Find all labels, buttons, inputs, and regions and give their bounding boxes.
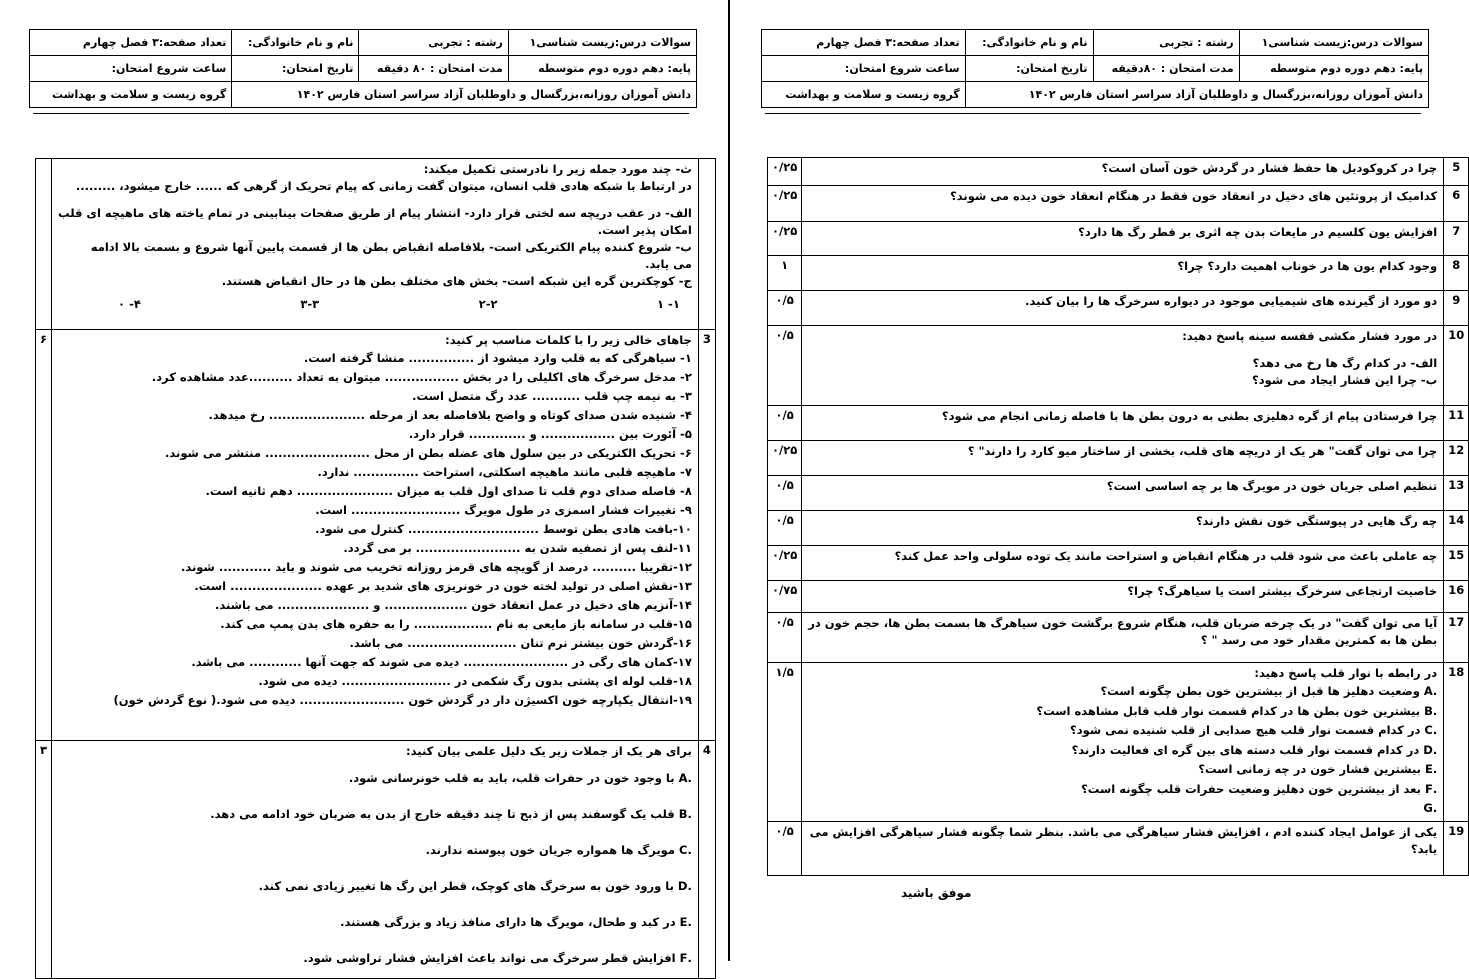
question-text: چرا در کروکودیل ها حفظ فشار در گردش خون آسان است؟	[802, 158, 1444, 186]
question-text: تنظیم اصلی جریان خون در مویرگ ها بر چه اساسی است؟	[802, 476, 1444, 511]
question-row	[36, 741, 716, 979]
question-score: ۰/۲۵	[768, 441, 802, 476]
question-number: 18	[1444, 663, 1469, 822]
header-rule	[33, 113, 689, 114]
question-number: 11	[1444, 406, 1469, 441]
question-row	[768, 821, 1469, 875]
question-row	[768, 511, 1469, 546]
grade-label: پایه: دهم دوره دوم متوسطه	[508, 56, 696, 82]
question-score: ۰/۵	[768, 291, 802, 326]
question-row	[768, 291, 1469, 326]
q2-line: ث- چند مورد جمله زیر را نادرستی تکمیل میکند:	[423, 162, 692, 176]
q4-title: برای هر یک از جملات زیر یک دلیل علمی بیان کنید:	[406, 744, 692, 758]
q4-item: .E در کبد و طحال، مویرگ ها دارای منافذ زیاد و بزرگی هستند.	[340, 915, 692, 929]
name-label: نام و نام خانوادگی:	[232, 30, 359, 56]
q17-line: بطن ها به کمترین مقدار خود می رسد " ؟	[1200, 633, 1438, 647]
question-score: ۰/۵	[768, 613, 802, 663]
question-row	[768, 326, 1469, 406]
question-text: چرا می توان گفت" هر یک از دریچه های قلب، بخشی از ساختار میو کارد را دارند" ؟	[802, 441, 1444, 476]
good-luck-text: موفق باشید	[901, 886, 972, 900]
q2-line: الف- در عقب دریچه سه لختی قرار دارد- انتشار پیام از طریق صفحات بینابینی در تمام یاخته های ماهیچه ای قلب	[58, 206, 692, 220]
start-time-label: ساعت شروع امتحان:	[30, 56, 232, 82]
q2-line: ج- کوچکترین گره این شبکه است- بخش های مختلف بطن ها در حال انقباض هستند.	[221, 274, 692, 288]
q17-line: آیا می توان گفت" در یک چرخه ضربان قلب، هنگام شروع برگشت خون سیاهرگ ها بسمت بطن ها، حجم خون در	[808, 616, 1438, 630]
question-text: خاصیت ارتجاعی سرخرگ بیشتر است یا سیاهرگ؟ چرا؟	[802, 581, 1444, 613]
q2-line: ب- شروع کننده پیام الکتریکی است- بلافاصله انقباض بطن ها از قسمت پایین آنها شروع و بسمت بالا ادامه	[90, 240, 692, 254]
question-row	[768, 581, 1469, 613]
page-divider	[728, 0, 730, 961]
question-text: وجود کدام یون ها در خوناب اهمیت دارد؟ چرا؟	[802, 256, 1444, 291]
question-text: چه رگ هایی در پیوستگی خون نقش دارند؟	[802, 511, 1444, 546]
students-label: دانش آموزان روزانه،بزرگسال و داوطلبان آزاد سراسر استان فارس ۱۴۰۲	[965, 82, 1428, 108]
question-score: ۰/۵	[768, 406, 802, 441]
q3-line: ۹- تغییرات فشار اسمزی در طول مویرگ ......................... است.	[315, 503, 692, 517]
question-number: 10	[1444, 326, 1469, 406]
q2-option: ۲-۲	[478, 297, 498, 311]
question-row	[36, 159, 716, 330]
question-text: چه عاملی باعث می شود قلب در هنگام انقباض و استراحت مانند یک توده سلولی واحد عمل کند؟	[802, 546, 1444, 581]
students-label: دانش آموزان روزانه،بزرگسال و داوطلبان آزاد سراسر استان فارس ۱۴۰۲	[232, 82, 697, 108]
q18-item: .G	[1423, 801, 1438, 815]
question-row	[36, 330, 716, 741]
q3-line: ۱۲-تقریبا .......... درصد از گویچه های قرمز روزانه تخریب می شوند و باید ............ شوند.	[180, 560, 692, 574]
question-row	[768, 406, 1469, 441]
q2-option: ۱- ۱	[657, 297, 680, 311]
question-number: 19	[1444, 821, 1469, 875]
question-row	[768, 441, 1469, 476]
question-score: ۰/۷۵	[768, 581, 802, 613]
q18-item: .B بیشترین خون بطن ها در کدام قسمت نوار قلب قابل مشاهده است؟	[1036, 703, 1438, 718]
exam-header	[29, 29, 697, 108]
q3-title: جاهای خالی زیر را با کلمات مناسب پر کنید:	[445, 333, 692, 347]
question-number: 14	[1444, 511, 1469, 546]
q3-line: ۱۳-نقش اصلی در تولید لخته خون در خونریزی های شدید بر عهده ..................... است.	[194, 579, 692, 593]
question-number: 8	[1444, 256, 1469, 291]
q3-line: ۱- سیاهرگی که به قلب وارد میشود از ............... منشا گرفته است.	[303, 351, 692, 365]
question-text	[802, 326, 1444, 406]
q3-line: ۸- فاصله صدای دوم قلب تا صدای اول قلب به میزان ...................... دهم ثانیه است.	[205, 484, 692, 498]
grade-label: پایه: دهم دوره دوم متوسطه	[1239, 56, 1428, 82]
question-score: ۱/۵	[768, 663, 802, 822]
q3-line: ۴- شنیده شدن صدای کوتاه و واضح بلافاصله بعد از مرحله ...................... رخ میدهد.	[208, 408, 692, 422]
q3-line: ۱۸-قلب لوله ای پشتی بدون رگ شکمی در ......................... دیده می شود.	[258, 674, 692, 688]
q18-item: .C در کدام قسمت نوار قلب هیچ صدایی از قلب شنیده نمی شود؟	[1070, 723, 1438, 737]
duration-label: مدت امتحان : ۸۰ دقیقه	[359, 56, 508, 82]
question-text	[802, 613, 1444, 663]
question-row	[768, 546, 1469, 581]
question-number: 5	[1444, 158, 1469, 186]
question-number: 15	[1444, 546, 1469, 581]
question-score	[36, 159, 52, 330]
q2-option: ۳-۳	[300, 297, 320, 311]
question-score: ۳	[36, 741, 52, 979]
name-label: نام و نام خانوادگی:	[965, 30, 1093, 56]
q3-line: ۲- مدخل سرخرگ های اکلیلی را در بخش ................. میتوان به تعداد ..........عدد مشاهده کرد.	[151, 370, 692, 384]
question-score: ۰/۵	[768, 326, 802, 406]
question-row	[768, 476, 1469, 511]
question-text: یکی از عوامل ایجاد کننده ادم ، افزایش فشار سیاهرگی می باشد. بنظر شما چگونه فشار سیاهرگی افزایش می یابد؟	[802, 821, 1444, 875]
q4-item: .C مویرگ ها همواره جریان خون پیوسته ندارند.	[425, 843, 692, 857]
exam-page-3	[0, 0, 727, 965]
exam-header	[761, 29, 1429, 108]
question-row	[768, 186, 1469, 222]
question-score: ۰/۲۵	[768, 546, 802, 581]
q2-line: می یابد.	[645, 257, 692, 271]
question-row	[768, 613, 1469, 663]
question-text: دو مورد از گیرنده های شیمیایی موجود در دیواره سرخرگ ها را بیان کنید.	[802, 291, 1444, 326]
q18-item: .F بعد از بیشترین خون دهلیز وضعیت حفرات قلب چگونه است؟	[1081, 781, 1438, 796]
question-score: ۱	[768, 256, 802, 291]
q3-line: ۱۶-گردش خون بیشتر نرم تنان ......................... می باشد.	[349, 636, 692, 650]
q2-option: ۴- ۰	[118, 297, 141, 311]
question-text: چرا فرستادن پیام از گره دهلیزی بطنی به درون بطن ها با فاصله زمانی انجام می شود؟	[802, 406, 1444, 441]
question-number: 17	[1444, 613, 1469, 663]
header-rule	[765, 113, 1421, 114]
pages-label: تعداد صفحه:۳ فصل چهارم	[762, 30, 966, 56]
q18-item: .A وضعیت دهلیز ها قبل از بیشترین خون بطن چگونه است؟	[1100, 684, 1438, 698]
q2-line: امکان پذیر است.	[597, 223, 692, 237]
q2-line: در ارتباط با شبکه هادی قلب انسان، میتوان گفت زمانی که پیام تحریک از گرهی که ...... خارج میشود، .........	[75, 179, 692, 193]
field-label: رشته : تجربی	[359, 30, 508, 56]
q4-item: .D با ورود خون به سرخرگ های کوچک، قطر این رگ ها تغییر زیادی نمی کند.	[258, 879, 692, 893]
q3-line: ۷- ماهیچه قلبی مانند ماهیچه اسکلتی، استراحت ............... ندارد.	[317, 465, 692, 479]
group-label: گروه زیست و سلامت و بهداشت	[762, 82, 966, 108]
q4-item: .B قلب یک گوسفند پس از ذبح تا چند دقیقه خارج از بدن به ضربان خود ادامه می دهد.	[210, 807, 692, 821]
q3-line: ۱۹-انتقال یکپارچه خون اکسیژن دار در گردش خون ........................ دیده می شود.( نوع گردش خون)	[113, 693, 692, 707]
duration-label: مدت امتحان : ۸۰دقیقه	[1093, 56, 1239, 82]
q3-line: ۱۴-آنزیم های دخیل در عمل انعقاد خون ................... و ..................... می باشند.	[215, 598, 692, 612]
date-label: تاریخ امتحان:	[965, 56, 1093, 82]
question-number: 9	[1444, 291, 1469, 326]
question-4-text	[52, 741, 699, 979]
question-row	[768, 663, 1469, 822]
q2-options	[58, 296, 692, 313]
questions-table	[35, 158, 716, 979]
q3-line: ۱۱-لنف پس از تصفیه شدن به ........................ بر می گردد.	[343, 541, 692, 555]
q10-title: در مورد فشار مکشی قفسه سینه پاسخ دهید:	[1182, 329, 1438, 343]
question-2-continued	[52, 159, 699, 330]
question-score: ۰/۲۵	[768, 186, 802, 222]
question-text	[802, 663, 1444, 822]
q4-item: .F افزایش قطر سرخرگ می تواند باعث افزایش فشار تراوشی شود.	[303, 951, 692, 965]
q18-item: .E بیشترین فشار خون در چه زمانی است؟	[1198, 762, 1438, 776]
question-number: 6	[1444, 186, 1469, 222]
question-number: 7	[1444, 222, 1469, 256]
q10-subitem: الف- در کدام رگ ها رخ می دهد؟	[1252, 356, 1438, 370]
q3-line: ۳- به نیمه چپ قلب ........... عدد رگ متصل است.	[412, 389, 692, 403]
question-row	[768, 158, 1469, 186]
q18-item: .D در کدام قسمت نوار قلب دسته های بین گره ای فعالیت دارند؟	[1071, 742, 1438, 757]
question-number	[698, 159, 715, 330]
questions-table	[767, 157, 1469, 876]
q4-item: .A با وجود خون در حفرات قلب، باید به قلب خونرسانی شود.	[348, 771, 692, 785]
course-title: سوالات درس:زیست شناسی۱	[508, 30, 696, 56]
question-row	[768, 222, 1469, 256]
question-text: افزایش یون کلسیم در مایعات بدن چه اثری بر قطر رگ ها دارد؟	[802, 222, 1444, 256]
question-score: ۰/۲۵	[768, 222, 802, 256]
date-label: تاریخ امتحان:	[232, 56, 359, 82]
q3-line: ۱۰-بافت هادی بطن توسط .............................. کنترل می شود.	[315, 522, 692, 536]
question-row	[768, 256, 1469, 291]
question-text: کدامیک از پروتئین های دخیل در انعقاد خون فقط در هنگام انعقاد خون دیده می شوند؟	[802, 186, 1444, 222]
q3-line: ۱۵-قلب در سامانه باز مایعی به نام .................. را به حفره های بدن پمپ می کند.	[220, 617, 692, 631]
question-number: 16	[1444, 581, 1469, 613]
course-title: سوالات درس:زیست شناسی۱	[1239, 30, 1428, 56]
field-label: رشته : تجربی	[1093, 30, 1239, 56]
q18-title: در رابطه با نوار قلب پاسخ دهید:	[1254, 666, 1438, 680]
q3-line: ۶- تحریک الکتریکی در بین سلول های عضله بطن از محل ........................ منتشر می شوند.	[165, 446, 692, 460]
exam-page-2	[733, 0, 1465, 961]
question-3-text	[52, 330, 699, 741]
q3-line: ۱۷-کمان های رگی در ........................ دیده می شوند که جهت آنها ............ می باشد.	[191, 655, 692, 669]
q3-line: ۵- آئورت بین ................. و ............. قرار دارد.	[408, 427, 692, 441]
question-score: ۰/۲۵	[768, 158, 802, 186]
question-number: 13	[1444, 476, 1469, 511]
start-time-label: ساعت شروع امتحان:	[762, 56, 966, 82]
question-score: ۰/۵	[768, 476, 802, 511]
question-number: 3	[698, 330, 715, 741]
question-score: ۰/۵	[768, 821, 802, 875]
question-score: ۶	[36, 330, 52, 741]
question-number: 12	[1444, 441, 1469, 476]
pages-label: تعداد صفحه:۳ فصل چهارم	[30, 30, 232, 56]
question-score: ۰/۵	[768, 511, 802, 546]
q10-subitem: ب- چرا این فشار ایجاد می شود؟	[1252, 373, 1438, 387]
question-number: 4	[698, 741, 715, 979]
group-label: گروه زیست و سلامت و بهداشت	[30, 82, 232, 108]
